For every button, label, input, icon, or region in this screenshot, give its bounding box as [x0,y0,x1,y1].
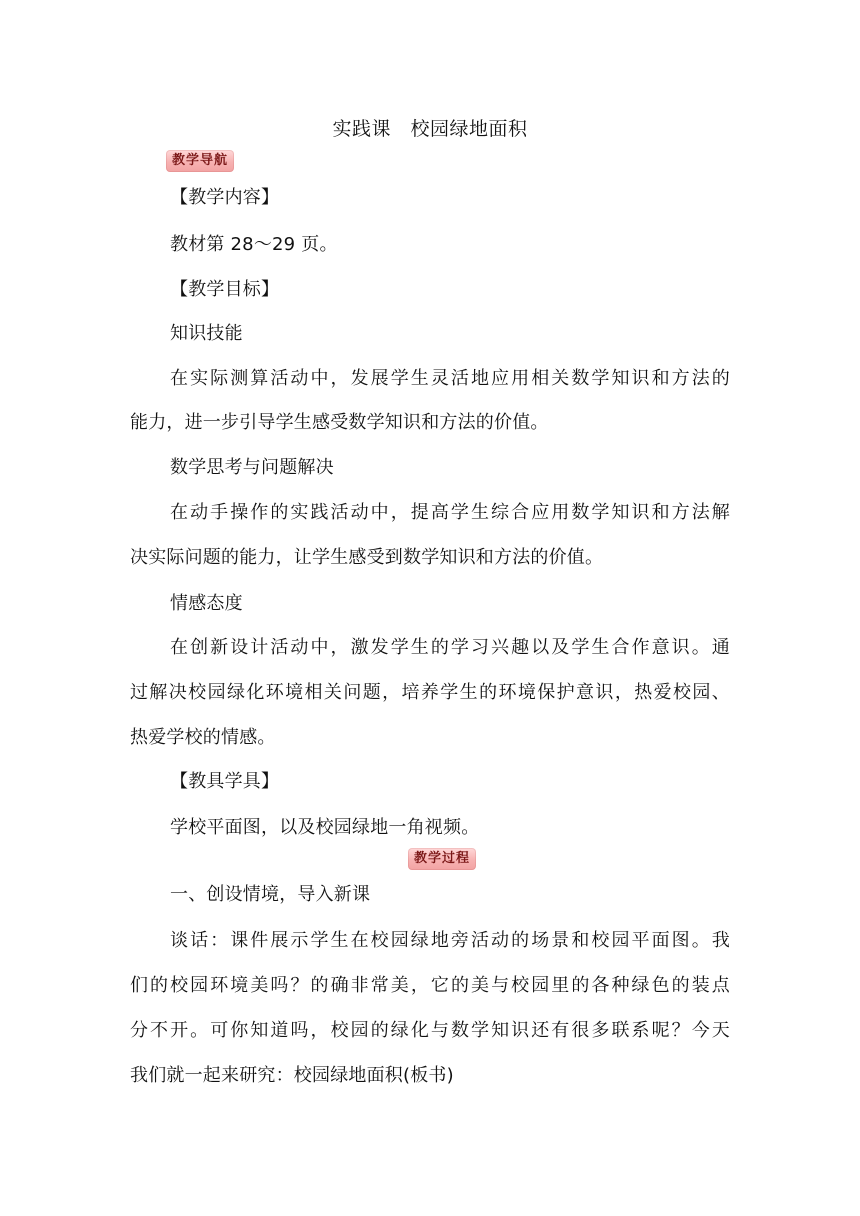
talk-paragraph-line: 谈话：课件展示学生在校园绿地旁活动的场景和校园平面图。我 [170,930,730,951]
knowledge-heading: 知识技能 [170,323,243,344]
attitude-paragraph-line: 在创新设计活动中，激发学生的学习兴趣以及学生合作意识。通 [170,637,730,658]
attitude-heading: 情感态度 [170,593,243,614]
content-heading: 【教学内容】 [170,187,280,208]
tools-text: 学校平面图，以及校园绿地一角视频。 [170,817,480,838]
attitude-paragraph-line: 热爱学校的情感。 [130,727,276,748]
talk-paragraph-line: 我们就一起来研究：校园绿地面积(板书) [130,1065,454,1086]
teaching-nav-badge: 教学导航 [166,150,234,172]
talk-paragraph-line: 们的校园环境美吗？的确非常美，它的美与校园里的各种绿色的装点 [130,975,730,996]
step1-heading: 一、创设情境，导入新课 [170,884,371,905]
thinking-paragraph-line: 决实际问题的能力，让学生感受到数学知识和方法的价值。 [130,547,604,568]
thinking-heading: 数学思考与问题解决 [170,457,334,478]
page-title: 实践课 校园绿地面积 [332,118,528,140]
talk-paragraph-line: 分不开。可你知道吗，校园的绿化与数学知识还有很多联系呢？今天 [130,1020,730,1041]
thinking-paragraph-line: 在动手操作的实践活动中，提高学生综合应用数学知识和方法解 [170,502,730,523]
goals-heading: 【教学目标】 [170,279,280,300]
attitude-paragraph-line: 过解决校园绿化环境相关问题，培养学生的环境保护意识，热爱校园、 [130,682,730,703]
knowledge-paragraph-line: 在实际测算活动中，发展学生灵活地应用相关数学知识和方法的 [170,368,730,389]
tools-heading: 【教具学具】 [170,771,280,792]
teaching-process-badge: 教学过程 [408,848,476,870]
content-text: 教材第 28～29 页。 [170,234,338,255]
knowledge-paragraph-line: 能力，进一步引导学生感受数学知识和方法的价值。 [130,412,549,433]
